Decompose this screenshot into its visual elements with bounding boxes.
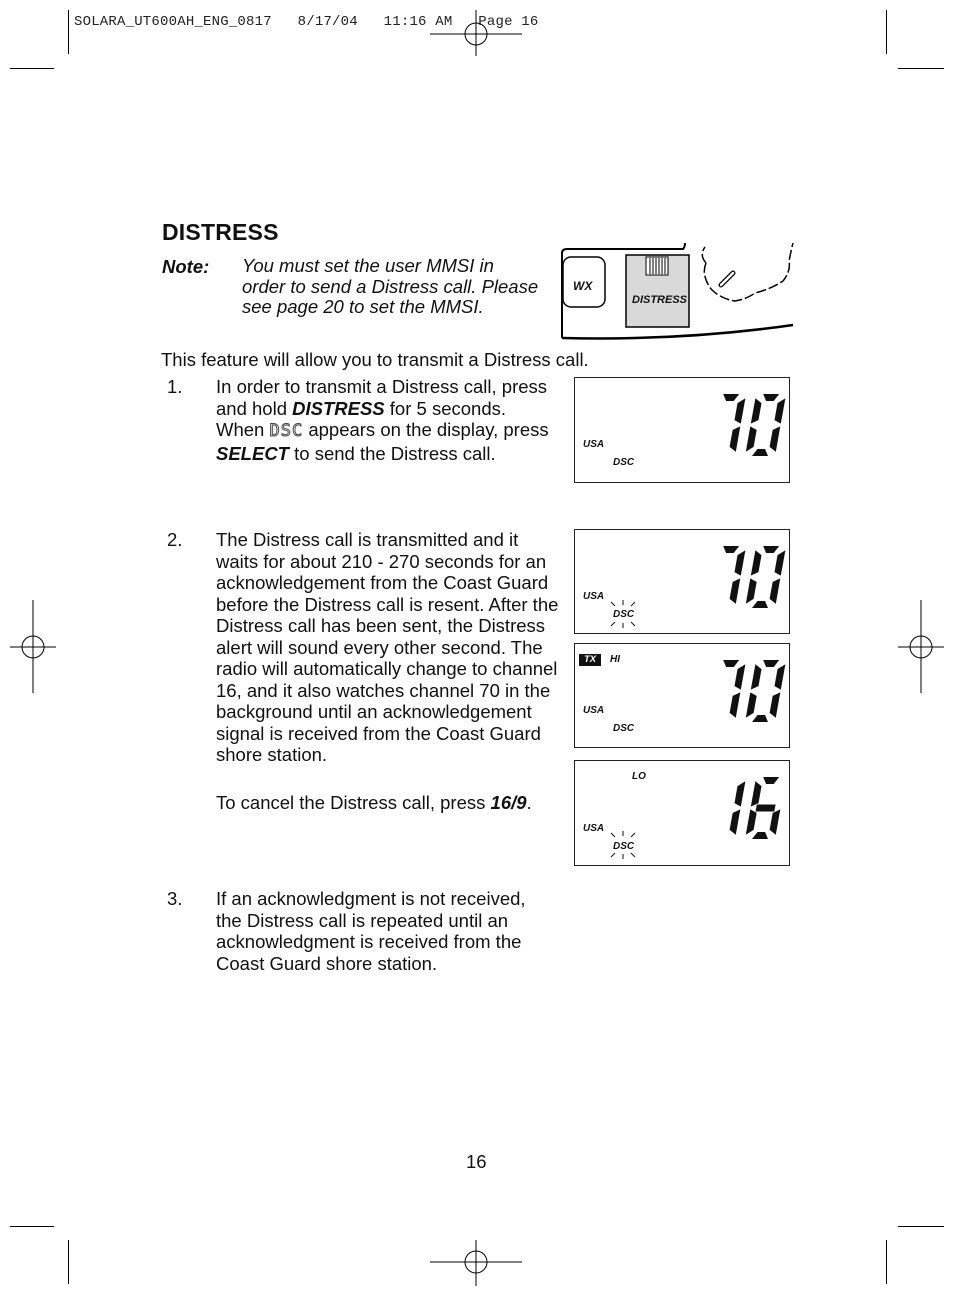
- digit-segment: [763, 660, 779, 667]
- step-text: .: [526, 792, 532, 813]
- cancel-key: 16/9: [490, 792, 527, 813]
- digit-segment: [751, 781, 762, 806]
- digit-segment: [775, 664, 786, 689]
- digit-segment: [775, 398, 786, 423]
- lcd-display-1: [574, 377, 790, 483]
- channel-digit: [730, 781, 746, 835]
- digit-segment: [770, 692, 781, 717]
- blink-mark: [611, 833, 615, 837]
- dsc-indicator: DSC: [613, 609, 635, 620]
- digit-segment: [751, 550, 762, 575]
- printer-slug: SOLARA_UT600AH_ENG_0817 8/17/04 11:16 AM Page 16: [74, 14, 539, 30]
- channel-digits: [575, 644, 791, 749]
- cancel-instruction: [216, 792, 564, 814]
- step-text: to send the Distress call.: [294, 442, 496, 464]
- digit-segment: [735, 664, 746, 689]
- channel-digit: [723, 394, 745, 452]
- digit-segment: [735, 781, 746, 806]
- usa-indicator: USA: [583, 705, 605, 716]
- channel-digit: [746, 777, 781, 839]
- step-number: 3.: [167, 888, 183, 909]
- intro-text: This feature will allow you to transmit a Distress call.: [161, 349, 589, 370]
- radio-panel-drawing: [561, 241, 797, 341]
- digit-segment: [746, 578, 757, 603]
- digit-segment: [770, 578, 781, 603]
- digit-segment: [752, 832, 768, 839]
- step-text: In order to transmit a Distress call, press and hold: [216, 376, 548, 419]
- note-text: You must set the user MMSI in order to send a Distress call. Please see page 20 to set the MMSI.: [242, 255, 539, 317]
- radio-panel-illustration: [561, 241, 797, 341]
- channel-digit: [723, 546, 745, 604]
- digit-segment: [770, 426, 781, 451]
- digit-segment: [752, 449, 768, 456]
- digit-segment: [723, 660, 739, 667]
- step-text: To cancel the Distress call, press: [216, 792, 486, 813]
- dsc-indicator: DSC: [613, 457, 635, 468]
- step-number: 1.: [167, 376, 183, 397]
- digit-segment: [763, 394, 779, 401]
- power-indicator: LO: [632, 771, 646, 782]
- digit-segment: [723, 546, 739, 553]
- digit-segment: [752, 601, 768, 608]
- digit-segment: [746, 426, 757, 451]
- digit-segment: [770, 809, 781, 834]
- step-3-text: If an acknowledgment is not received, the Distress call is repeated until an acknowledgment is received from the Coast Guard shore station.: [216, 888, 526, 974]
- digit-segment: [730, 426, 741, 451]
- channel-digit: [746, 660, 786, 722]
- digit-segment: [735, 550, 746, 575]
- power-indicator: HI: [610, 654, 620, 665]
- usa-indicator: USA: [583, 439, 605, 450]
- note-label: Note:: [162, 256, 210, 277]
- dsc-indicator: DSC: [613, 723, 635, 734]
- digit-segment: [775, 550, 786, 575]
- channel-digit: [746, 546, 786, 608]
- tx-indicator: TX: [579, 654, 601, 666]
- blink-mark: [631, 853, 635, 857]
- digit-segment: [763, 546, 779, 553]
- channel-digits: [575, 530, 791, 635]
- blink-mark: [631, 602, 635, 606]
- digit-segment: [752, 715, 768, 722]
- blink-mark: [611, 853, 615, 857]
- wx-button-label: WX: [573, 279, 593, 293]
- blink-mark: [631, 833, 635, 837]
- dsc-lcd-word: DSC: [269, 421, 304, 441]
- blink-mark: [611, 622, 615, 626]
- select-key: SELECT: [216, 442, 289, 464]
- digit-segment: [746, 692, 757, 717]
- lcd-display-2: [574, 529, 790, 634]
- digit-segment: [723, 394, 739, 401]
- channel-digit: [746, 394, 786, 456]
- blink-mark: [631, 622, 635, 626]
- usa-indicator: USA: [583, 823, 605, 834]
- digit-segment: [730, 578, 741, 603]
- digit-segment: [751, 664, 762, 689]
- page-title: DISTRESS: [162, 219, 279, 245]
- digit-segment: [746, 809, 757, 834]
- distress-key: DISTRESS: [292, 397, 385, 419]
- usa-indicator: USA: [583, 591, 605, 602]
- channel-digits: [575, 378, 791, 484]
- digit-segment: [735, 398, 746, 423]
- step-text: appears on the display, press: [308, 419, 549, 440]
- digit-segment: [756, 805, 776, 812]
- channel-digits: [575, 761, 791, 867]
- lcd-display-4: [574, 760, 790, 866]
- step-text: for 5 seconds. When: [216, 397, 506, 440]
- step-1-text: [216, 376, 556, 464]
- channel-digit: [723, 660, 745, 718]
- step-number: 2.: [167, 529, 183, 550]
- lcd-display-3: [574, 643, 790, 748]
- page-number: 16: [466, 1151, 487, 1172]
- step-2-text: The Distress call is transmitted and it waits for about 210 - 270 seconds for an acknowledgement from the Coast Guard before the Distress call is resent. After the Distress call has been sent, the Distress alert will sound every other second. The radio will automatically change to channel 16, and it also watches channel 70 in the background until an acknowledgement signal is received from the Coast Guard shore station.: [216, 529, 559, 765]
- digit-segment: [730, 692, 741, 717]
- dsc-indicator: DSC: [613, 841, 635, 852]
- blink-mark: [611, 602, 615, 606]
- digit-segment: [763, 777, 779, 784]
- digit-segment: [751, 398, 762, 423]
- distress-button-label: DISTRESS: [632, 294, 688, 306]
- digit-segment: [730, 809, 741, 834]
